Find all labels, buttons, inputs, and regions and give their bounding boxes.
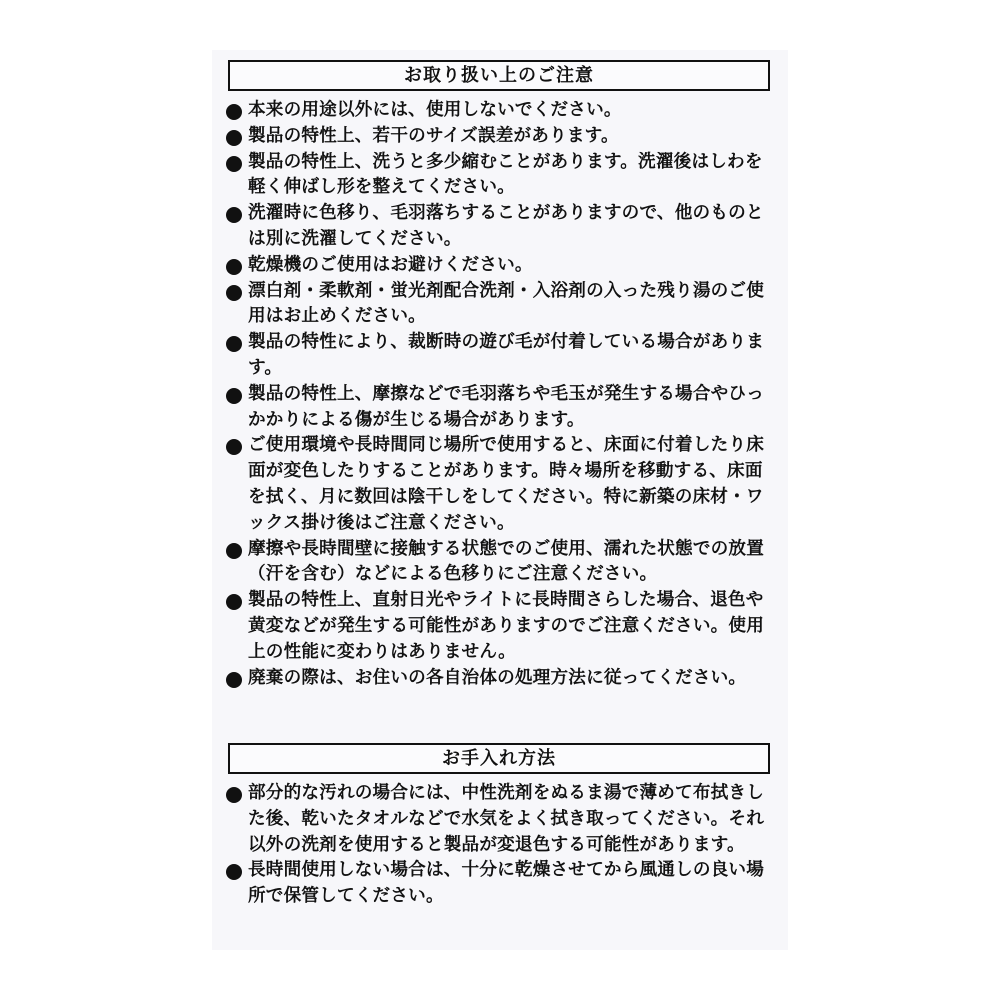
list-item-text: 廃棄の際は、お住いの各自治体の処理方法に従ってください。: [248, 667, 747, 688]
list-item-text: 製品の特性により、裁断時の遊び毛が付着している場合があります。: [248, 332, 765, 378]
bullet-icon: [226, 672, 242, 688]
list-item: [226, 588, 778, 665]
list-item: [226, 781, 778, 858]
list-item-text: 製品の特性上、若干のサイズ誤差があります。: [248, 125, 619, 146]
bullet-icon: [226, 259, 242, 275]
list-item-text: 製品の特性上、洗うと多少縮むことがあります。洗濯後はしわを軽く伸ばし形を整えてください。: [248, 151, 763, 198]
list-item-text: 長時間使用しない場合は、十分に乾燥させてから風通しの良い場所で保管してください。: [248, 860, 765, 907]
bullet-icon: [226, 439, 242, 455]
list-item: [226, 150, 778, 202]
list-item: [226, 382, 778, 434]
bullet-icon: [226, 207, 242, 223]
list-item: [226, 537, 778, 589]
bullet-icon: [226, 104, 242, 120]
bullet-icon: [226, 388, 242, 404]
bullet-icon: [226, 336, 242, 352]
list-item-text: 本来の用途以外には、使用しないでください。: [248, 100, 622, 120]
bullet-icon: [226, 787, 242, 803]
bullet-icon: [226, 130, 242, 146]
section-title-handling-precautions: お取り扱い上のご注意: [228, 60, 770, 91]
section-title-maintenance: お手入れ方法: [228, 743, 770, 774]
bullet-icon: [226, 864, 242, 880]
list-item: [226, 279, 778, 331]
list-item-text: 乾燥機のご使用はお避けください。: [248, 254, 533, 275]
list-item-text: 部分的な汚れの場合には、中性洗剤をぬるま湯で薄めて布拭きした後、乾いたタオルなどで水気をよく拭き取ってください。それ以外の洗剤を使用すると製品が変退色する可能性があります。: [248, 783, 765, 855]
list-item-text: 漂白剤・柔軟剤・蛍光剤配合洗剤・入浴剤の入った残り湯のご使用はお止めください。: [248, 280, 765, 327]
list-item: [226, 858, 778, 910]
list-item-text: 摩擦や長時間壁に接触する状態でのご使用、濡れた状態での放置（汗を含む）などによる色移りにご注意ください。: [248, 538, 765, 585]
bullet-icon: [226, 285, 242, 301]
list-item-text: 洗濯時に色移り、毛羽落ちすることがありますので、他のものとは別に洗濯してください。: [248, 203, 764, 249]
list-item: [226, 666, 778, 692]
bullet-icon: [226, 594, 242, 610]
maintenance-list: [226, 781, 778, 910]
list-item: [226, 201, 778, 253]
bullet-icon: [226, 156, 242, 172]
list-item: [226, 253, 778, 279]
handling-precautions-list: [226, 98, 778, 691]
list-item: [226, 98, 778, 124]
list-item: [226, 433, 778, 536]
care-instructions-card: [212, 50, 788, 950]
list-item: [226, 330, 778, 382]
bullet-icon: [226, 543, 242, 559]
list-item: [226, 124, 778, 150]
list-item-text: ご使用環境や長時間同じ場所で使用すると、床面に付着したり床面が変色したりすることがあります。時々場所を移動する、床面を拭く、月に数回は陰干しをしてください。特に新築の床材・ワックス掛け後はご注意ください。: [248, 435, 765, 533]
list-item-text: 製品の特性上、摩擦などで毛羽落ちや毛玉が発生する場合やひっかかりによる傷が生じる場合があります。: [248, 383, 765, 430]
list-item-text: 製品の特性上、直射日光やライトに長時間さらした場合、退色や黄変などが発生する可能性がありますのでご注意ください。使用上の性能に変わりはありません。: [248, 590, 765, 662]
